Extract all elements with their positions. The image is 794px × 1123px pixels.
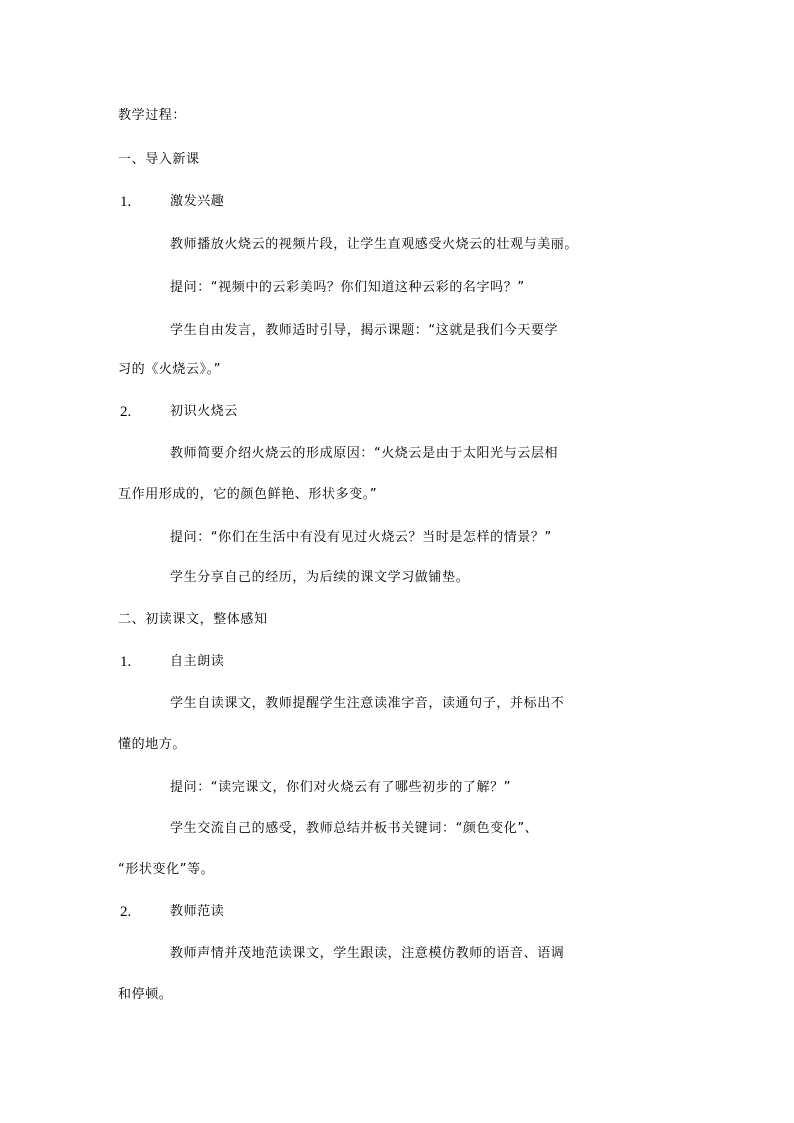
paragraph-line: 教师简要介绍火烧云的形成原因：“火烧云是由于太阳光与云层相 bbox=[170, 446, 559, 461]
item-number: 2. bbox=[120, 404, 132, 420]
item-title: 激发兴趣 bbox=[170, 194, 225, 209]
paragraph-line: 学生分享自己的经历，为后续的课文学习做铺垫。 bbox=[170, 570, 470, 585]
item-number: 2. bbox=[120, 904, 132, 920]
paragraph-line: 教师声情并茂地范读课文，学生跟读，注意模仿教师的语音、语调 bbox=[170, 946, 565, 961]
section-title: 一、导入新课 bbox=[118, 152, 200, 167]
paragraph-line: 习的《火烧云》。” bbox=[118, 362, 222, 377]
paragraph-line: 学生交流自己的感受，教师总结并板书关键词：“颜色变化”、 bbox=[170, 821, 539, 836]
paragraph-line: 学生自由发言，教师适时引导，揭示课题：“这就是我们今天要学 bbox=[170, 323, 559, 338]
paragraph-line: 提问：“视频中的云彩美吗？你们知道这种云彩的名字吗？” bbox=[170, 280, 525, 295]
section-title: 二、初读课文，整体感知 bbox=[118, 612, 268, 627]
item-title: 初识火烧云 bbox=[170, 404, 239, 419]
paragraph-line: 和停顿。 bbox=[118, 987, 173, 1002]
item-title: 自主朗读 bbox=[170, 654, 225, 669]
paragraph-line: 提问：“你们在生活中有没有见过火烧云？当时是怎样的情景？” bbox=[170, 530, 552, 545]
item-title: 教师范读 bbox=[170, 904, 225, 919]
paragraph-line: 教师播放火烧云的视频片段，让学生直观感受火烧云的壮观与美丽。 bbox=[170, 237, 579, 252]
item-number: 1. bbox=[120, 194, 132, 210]
paragraph-line: “形状变化”等。 bbox=[118, 862, 215, 877]
document-heading: 教学过程： bbox=[118, 108, 187, 123]
paragraph-line: 学生自读课文，教师提醒学生注意读准字音，读通句子，并标出不 bbox=[170, 696, 565, 711]
paragraph-line: 提问：“读完课文，你们对火烧云有了哪些初步的了解？” bbox=[170, 780, 512, 795]
item-number: 1. bbox=[120, 654, 132, 670]
paragraph-line: 懂的地方。 bbox=[118, 737, 187, 752]
paragraph-line: 互作用形成的，它的颜色鲜艳、形状多变。” bbox=[118, 487, 378, 502]
